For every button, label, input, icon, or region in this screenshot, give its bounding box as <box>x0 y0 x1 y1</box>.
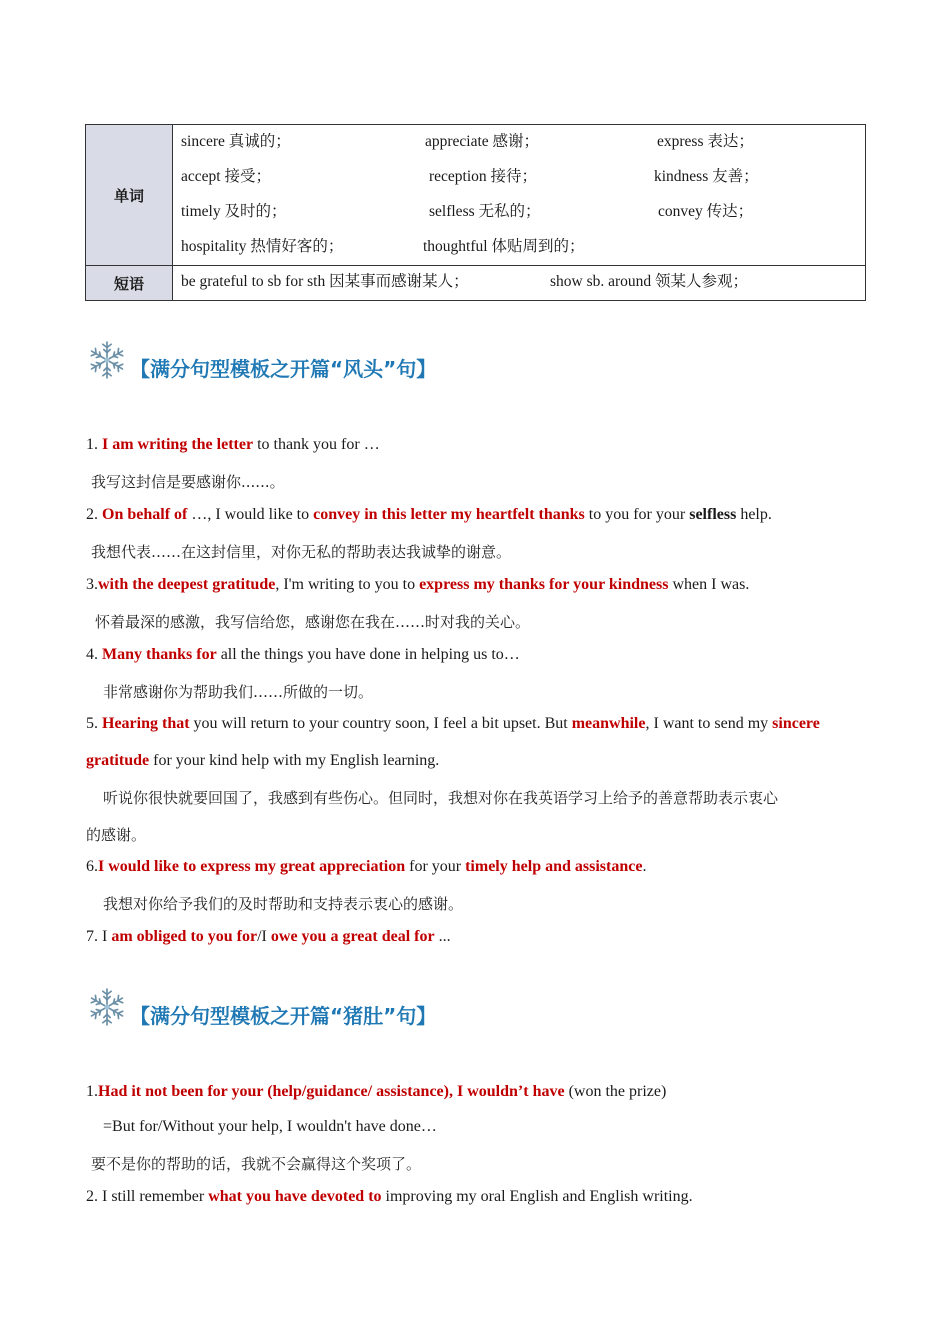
sentence-4 <box>86 646 520 664</box>
item-number: 5. <box>86 715 102 732</box>
section1-heading <box>86 336 436 384</box>
snowflake-icon <box>86 986 128 1028</box>
translation-6: 我想对你给予我们的及时帮助和支持表示衷心的感谢。 <box>103 895 464 913</box>
word-line <box>173 125 865 160</box>
word-item: accept 接受； <box>181 168 271 185</box>
item-number: 1. <box>86 436 102 453</box>
body-sentence-1 <box>86 1083 666 1101</box>
word-item: sincere 真诚的； <box>181 133 291 150</box>
sentence-6 <box>86 858 646 876</box>
translation-5: 听说你很快就要回国了，我感到有些伤心。但同时，我想对你在我英语学习上给予的善意帮助表示衷心 <box>103 789 779 807</box>
vocabulary-table <box>85 124 866 301</box>
key-phrase: am obliged to you for <box>111 928 258 945</box>
sentence-text: improving my oral English and English writing. <box>381 1188 693 1205</box>
word-item: timely 及时的； <box>181 203 287 220</box>
key-phrase: I am writing the letter <box>102 436 254 453</box>
translation-2: 我想代表……在这封信里，对你无私的帮助表达我诚挚的谢意。 <box>91 543 512 561</box>
key-phrase: gratitude <box>86 752 150 769</box>
phrases-row <box>86 266 866 301</box>
key-phrase: Had it not been for your (help/guidance/ assistance), I wouldn’t have <box>98 1083 565 1100</box>
key-phrase: meanwhile <box>571 715 646 732</box>
word-item: kindness 友善； <box>654 168 759 185</box>
word-item: selfless 无私的； <box>429 203 541 220</box>
sentence-1 <box>86 436 380 454</box>
translation-1: 我写这封信是要感谢你......。 <box>91 473 285 491</box>
sentence-text: for your <box>405 858 466 875</box>
key-phrase: sincere <box>772 715 820 732</box>
sentence-text: when I was. <box>668 576 750 593</box>
key-phrase: what you have devoted to <box>208 1188 382 1205</box>
sentence-5 <box>86 715 820 733</box>
alternative-sentence: =But for/Without your help, I wouldn't have done… <box>103 1118 437 1135</box>
sentence-text: (won the prize) <box>564 1083 667 1100</box>
key-phrase: with the deepest gratitude <box>98 576 276 593</box>
section2-heading <box>86 983 436 1031</box>
key-phrase: owe you a great deal for <box>270 928 435 945</box>
key-phrase: timely help and assistance <box>465 858 643 875</box>
sentence-2 <box>86 506 772 524</box>
words-cell <box>173 125 866 266</box>
words-row <box>86 125 866 266</box>
key-phrase: On behalf of <box>102 506 188 523</box>
word-item: thoughtful 体贴周到的； <box>423 238 585 255</box>
sentence-text: you will return to your country soon, I feel a bit upset. But <box>189 715 572 732</box>
word-item: appreciate 感谢； <box>425 133 540 150</box>
phrase-item: show sb. around 领某人参观； <box>550 273 749 290</box>
translation-5-continued: 的感谢。 <box>86 826 147 844</box>
body-translation-1: 要不是你的帮助的话，我就不会赢得这个奖项了。 <box>91 1155 422 1173</box>
body-sentence-2 <box>86 1188 693 1206</box>
word-item: convey 传达； <box>658 203 754 220</box>
words-label: 单词 <box>86 125 173 266</box>
item-number: 2. I still remember <box>86 1188 209 1205</box>
sentence-text: ... <box>434 928 451 945</box>
key-phrase: I would like to express my great appreciation <box>98 858 406 875</box>
word-line <box>173 230 865 265</box>
phrases-cell <box>173 266 866 301</box>
sentence-text: to thank you for … <box>253 436 380 453</box>
item-number: 1. <box>86 1083 98 1100</box>
phrases-label: 短语 <box>86 266 173 301</box>
translation-4: 非常感谢你为帮助我们……所做的一切。 <box>103 683 374 701</box>
section1-title: 【满分句型模板之开篇“风头”句】 <box>130 356 437 381</box>
sentence-text: for your kind help with my English learning. <box>149 752 440 769</box>
item-number: 4. <box>86 646 102 663</box>
sentence-text: , I'm writing to you to <box>275 576 420 593</box>
word-item: reception 接待； <box>429 168 538 185</box>
sentence-text: . <box>642 858 647 875</box>
item-number: 3. <box>86 576 98 593</box>
key-phrase: Many thanks for <box>102 646 217 663</box>
sentence-5-continued <box>86 752 439 770</box>
phrase-item: be grateful to sb for sth 因某事而感谢某人； <box>181 273 469 290</box>
bold-word: selfless <box>689 506 737 523</box>
item-number: 6. <box>86 858 98 875</box>
sentence-text: , I want to send my <box>645 715 773 732</box>
phrase-line <box>173 266 865 300</box>
key-phrase: express my thanks for your kindness <box>419 576 669 593</box>
word-item: express 表达； <box>657 133 754 150</box>
word-line <box>173 160 865 195</box>
sentence-3 <box>86 576 749 594</box>
sentence-text: to you for your <box>584 506 690 523</box>
section2-title: 【满分句型模板之开篇“猪肚”句】 <box>130 1003 437 1028</box>
sentence-text: help. <box>736 506 772 523</box>
sentence-text: all the things you have done in helping us to… <box>216 646 520 663</box>
sentence-text: …, I would like to <box>187 506 314 523</box>
translation-3: 怀着最深的感激，我写信给您，感谢您在我在……时对我的关心。 <box>95 613 531 631</box>
item-number: 7. I <box>86 928 112 945</box>
sentence-7 <box>86 928 451 946</box>
key-phrase: convey in this letter my heartfelt thanks <box>313 506 585 523</box>
word-line <box>173 195 865 230</box>
word-item: hospitality 热情好客的； <box>181 238 344 255</box>
key-phrase: Hearing that <box>102 715 190 732</box>
snowflake-icon <box>86 339 128 381</box>
item-number: 2. <box>86 506 102 523</box>
sentence-text: /I <box>257 928 271 945</box>
